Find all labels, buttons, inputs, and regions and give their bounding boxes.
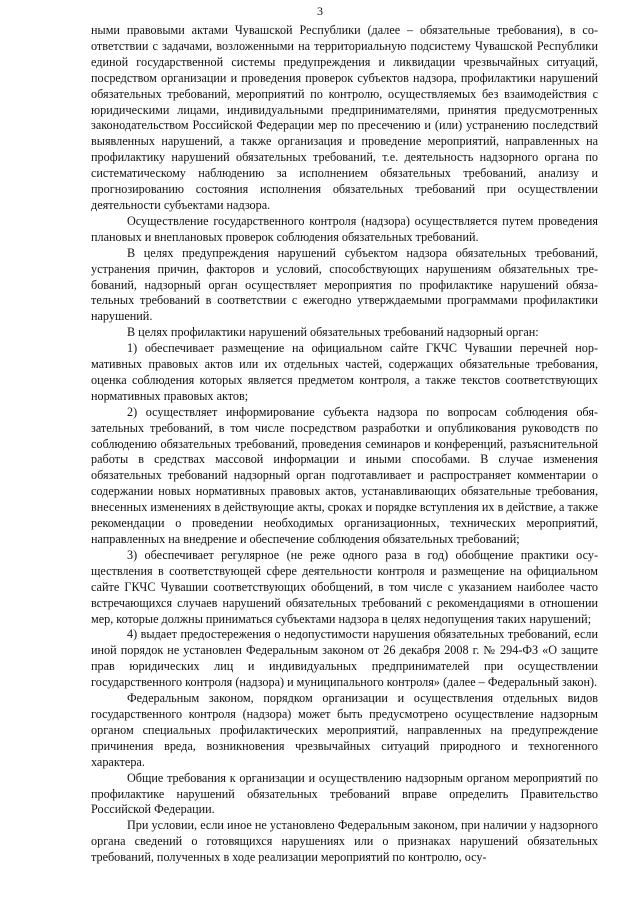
list-item-4: 4) выдает предостережения о недопустимости нарушения обязательных требований, если иной порядок не установлен Федеральным законом от 26 декабря 2008 г. № 294-ФЗ «О защите прав юридических лиц и индивидуальных предпринимателей при осуществлении государственного контроля (надзора) и муниципального контроля» (далее – Федеральный закон).	[91, 627, 598, 690]
paragraph-prevention-intro: В целях профилактики нарушений обязательных требований надзорный орган:	[127, 325, 539, 340]
paragraph-prevention-goals: В целях предупреждения нарушений субъектом надзора обязательных требований, устранения причин, факторов и условий, способствующих нарушениям обязательных требований, надзорный орган осуществляет мероприятия по профилактике нарушений обязательных требований в соответствии с ежегодно утверждаемыми программами профилактики нарушений.	[91, 245, 598, 324]
paragraph-continued: ными правовыми актами Чувашской Республики (далее – обязательные требования), в соответствии с задачами, возложенными на территориальную подсистему Чувашской Республики единой государственной системы предупреждения и ликвидации чрезвычайных ситуаций, посредством организации и проведения проверок субъектов надзора, профилактики нарушений обязательных требований, мероприятий по контролю, осуществляемых без взаимодействия с юридическими лицами, индивидуальными предпринимателями, принятия предусмотренных законодательством Российской Федерации мер по пресечению и (или) устранению последствий выявленных нарушений, а также организация и проведение мероприятий, направленных на профилактику нарушений обязательных требований, т.е. деятельность надзорного органа по систематическому наблюдению за исполнением обязательных требований, анализу и прогнозированию состояния исполнения обязательных требований при осуществлении деятельности субъектами надзора.	[91, 23, 598, 212]
document-body	[91, 23, 598, 866]
page-number: 3	[317, 4, 323, 18]
paragraph-conditions: При условии, если иное не установлено Федеральным законом, при наличии у надзорного органа сведений о готовящихся нарушениях или о признаках нарушений обязательных требований, полученных в ходе реализации мероприятий по контролю, осу-	[91, 818, 598, 865]
paragraph-general-requirements: Общие требования к организации и осуществлению надзорным органом мероприятий по профилактике нарушений обязательных требований вправе определить Правительство Российской Федерации.	[91, 770, 598, 817]
list-item-3: 3) обеспечивает регулярное (не реже одного раза в год) обобщение практики осуществления в соответствующей сфере деятельности контроля и размещение на официальном сайте ГКЧС Чувашии соответствующих обобщений, в том числе с указанием наиболее часто встречающихся случаев нарушений обязательных требований с рекомендациями в отношении мер, которые должны приниматься субъектами надзора в целях недопущения таких нарушений;	[91, 547, 598, 626]
list-item-2: 2) осуществляет информирование субъекта надзора по вопросам соблюдения обязательных требований, в том числе посредством разработки и опубликования руководств по соблюдению обязательных требований, проведения семинаров и конференций, разъяснительной работы в средствах массовой информации и иными способами. В случае изменения обязательных требований надзорный орган подготавливает и распространяет комментарии о содержании новых нормативных правовых актов, устанавливающих обязательные требования, внесенных изменениях в действующие акты, сроках и порядке вступления их в действие, а также рекомендации о проведении необходимых организационных, технических мероприятий, направленных на внедрение и обеспечение соблюдения обязательных требований;	[91, 404, 598, 546]
paragraph-federal-law: Федеральным законом, порядком организации и осуществления отдельных видов государственного контроля (надзора) может быть предусмотрено осуществление надзорным органом специальных профилактических мероприятий, направленных на предупреждение причинения вреда, возникновения чрезвычайных ситуаций природного и техногенного характера.	[91, 691, 598, 769]
paragraph-state-control: Осуществление государственного контроля (надзора) осуществляется путем проведения плановых и внеплановых проверок соблюдения обязательных требований.	[91, 213, 598, 244]
list-item-1: 1) обеспечивает размещение на официальном сайте ГКЧС Чувашии перечней нормативных правовых актов или их отдельных частей, содержащих обязательные требования, оценка соблюдения которых является предметом контроля, а также текстов соответствующих нормативных правовых актов;	[91, 341, 598, 403]
